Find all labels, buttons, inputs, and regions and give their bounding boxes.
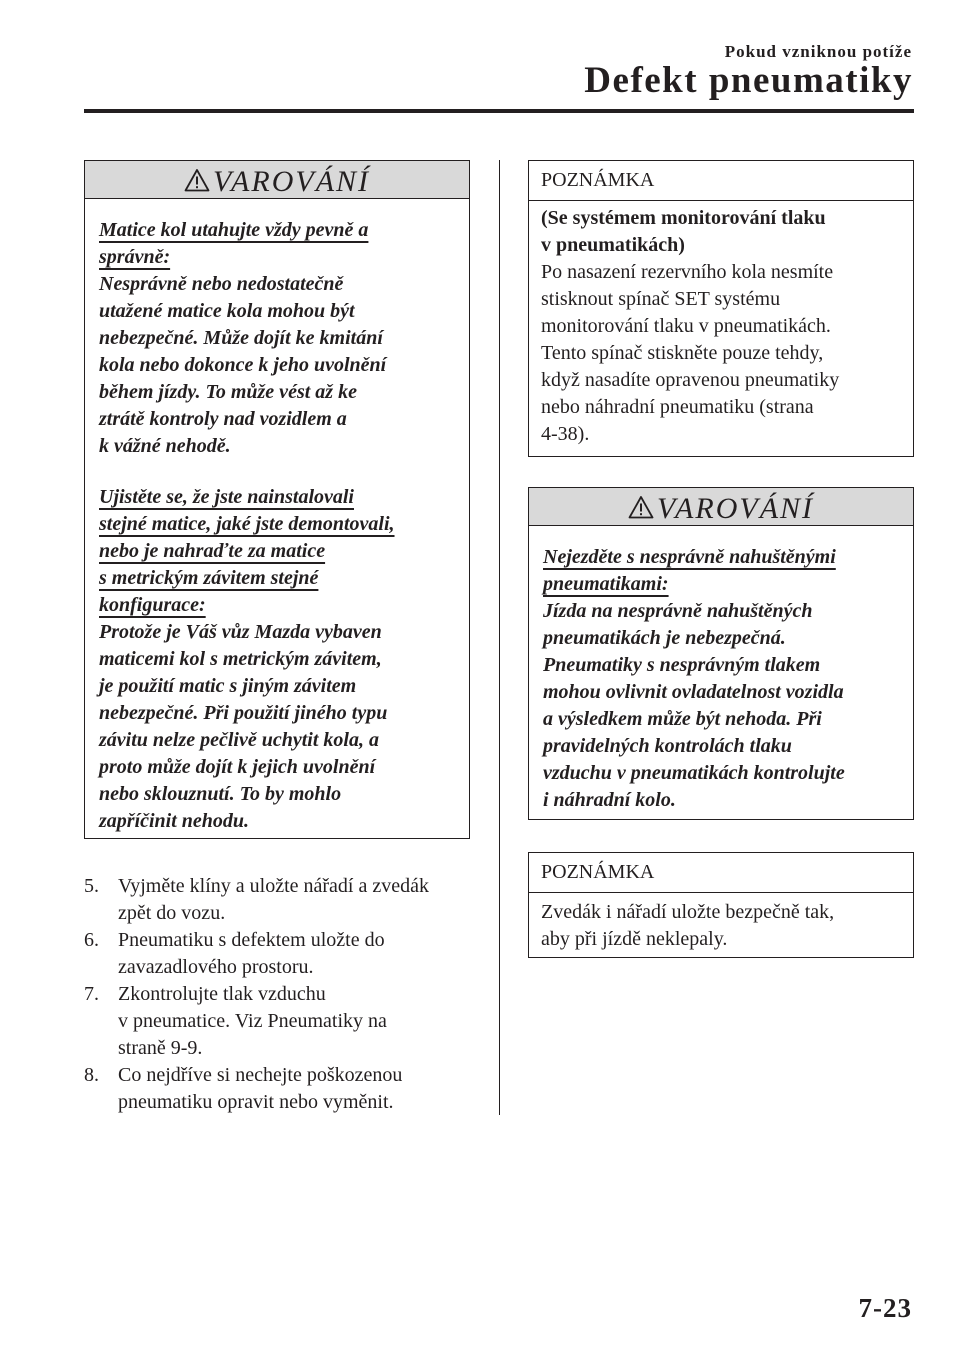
warning-text-line: Protože je Váš vůz Mazda vybaven	[99, 621, 382, 643]
warning-body	[85, 199, 469, 835]
warning-text-line: utažené matice kola mohou být	[99, 300, 355, 322]
warning-lead-line: Nejezděte s nesprávně nahuštěnými	[543, 546, 836, 568]
step-text	[118, 927, 385, 981]
page-title: Defekt pneumatiky	[584, 60, 913, 101]
warning-header	[85, 161, 469, 199]
warning-text-line: i náhradní kolo.	[543, 789, 676, 811]
warning-text-line: pravidelných kontrolách tlaku	[543, 735, 792, 757]
warning-text-line: kola nebo dokonce k jeho uvolnění	[99, 354, 387, 376]
warning-text-line: nebezpečné. Může dojít ke kmitání	[99, 327, 383, 349]
warning-lead-line: Ujistěte se, že jste nainstalovali	[99, 486, 354, 508]
warning-lead-line: s metrickým závitem stejné	[99, 567, 319, 589]
warning-lead-line: konfigurace:	[99, 594, 206, 616]
warning-triangle-icon	[628, 495, 654, 519]
list-item	[84, 873, 474, 927]
warning-lead-line: stejné matice, jaké jste demontovali,	[99, 513, 395, 535]
warning-text-line: ztrátě kontroly nad vozidlem a	[99, 408, 347, 430]
warning-body	[529, 526, 913, 814]
note-box-jack-storage	[528, 852, 914, 958]
warning-text-line: a výsledkem může být nehoda. Při	[543, 708, 822, 730]
step-text-line: Pneumatiku s defektem uložte do	[118, 929, 385, 951]
note-text-line: Po nasazení rezervního kola nesmíte	[541, 261, 834, 283]
warning-lead-line: správně:	[99, 246, 171, 268]
warning-box-wheel-nuts	[84, 160, 470, 839]
note-text-line: když nasadíte opravenou pneumatiky	[541, 369, 840, 391]
warning-text-line: je použití matic s jiným závitem	[99, 675, 357, 697]
column-divider	[499, 160, 500, 1115]
step-text-line: zpět do vozu.	[118, 902, 226, 924]
warning-text-line: zapříčinit nehodu.	[99, 810, 250, 832]
step-number: 5.	[84, 875, 99, 897]
warning-text-line: k vážné nehodě.	[99, 435, 231, 457]
list-item	[84, 1062, 474, 1116]
step-text-line: Zkontrolujte tlak vzduchu	[118, 983, 326, 1005]
note-subtitle-line: v pneumatikách)	[541, 234, 685, 256]
warning-lead-line: pneumatikami:	[543, 573, 669, 595]
warning-text-line: vzduchu v pneumatikách kontrolujte	[543, 762, 845, 784]
warning-text-line: Nesprávně nebo nedostatečně	[99, 273, 344, 295]
note-title: POZNÁMKA	[529, 161, 913, 201]
warning-text-line: proto může dojít k jejich uvolnění	[99, 756, 376, 778]
note-subtitle-line: (Se systémem monitorování tlaku	[541, 207, 826, 229]
step-text	[118, 1062, 402, 1116]
step-text-line: v pneumatice. Viz Pneumatiky na	[118, 1010, 387, 1032]
warning-title: VAROVÁNÍ	[656, 491, 815, 525]
step-text-line: zavazadlového prostoru.	[118, 956, 314, 978]
step-text	[118, 873, 429, 927]
step-text-line: Vyjměte klíny a uložte nářadí a zvedák	[118, 875, 429, 897]
warning-lead-line: Matice kol utahujte vždy pevně a	[99, 219, 369, 241]
note-title: POZNÁMKA	[529, 853, 913, 893]
warning-text-line: mohou ovlivnit ovladatelnost vozidla	[543, 681, 844, 703]
warning-text-line: závitu nelze pečlivě uchytit kola, a	[99, 729, 379, 751]
warning-text-line: během jízdy. To může vést až ke	[99, 381, 357, 403]
warning-lead-line: nebo je nahraďte za matice	[99, 540, 326, 562]
note-text-line: Zvedák i nářadí uložte bezpečně tak,	[541, 901, 835, 923]
step-text	[118, 981, 387, 1062]
note-text-line: Tento spínač stiskněte pouze tehdy,	[541, 342, 824, 364]
warning-text-line: Pneumatiky s nesprávným tlakem	[543, 654, 821, 676]
warning-text-line: maticemi kol s metrickým závitem,	[99, 648, 382, 670]
warning-text-line: Jízda na nesprávně nahuštěných	[543, 600, 813, 622]
warning-header	[529, 488, 913, 526]
steps-list	[84, 873, 474, 1116]
step-text-line: pneumatiku opravit nebo vyměnit.	[118, 1091, 394, 1113]
warning-text-line: pneumatikách je nebezpečná.	[543, 627, 786, 649]
warning-title: VAROVÁNÍ	[212, 164, 371, 198]
step-number: 7.	[84, 983, 99, 1005]
note-text-line: nebo náhradní pneumatiku (strana	[541, 396, 814, 418]
note-text-line: stisknout spínač SET systému	[541, 288, 781, 310]
step-text-line: Co nejdříve si nechejte poškozenou	[118, 1064, 403, 1086]
list-item	[84, 981, 474, 1062]
warning-text-line: nebezpečné. Při použití jiného typu	[99, 702, 388, 724]
step-number: 6.	[84, 929, 99, 951]
step-text-line: straně 9-9.	[118, 1037, 203, 1059]
warning-text-line: nebo sklouznutí. To by mohlo	[99, 783, 342, 805]
note-box-tpms	[528, 160, 914, 457]
note-text-line: aby při jízdě neklepaly.	[541, 928, 728, 950]
note-body	[529, 893, 913, 953]
list-item	[84, 927, 474, 981]
header-rule	[84, 109, 914, 113]
note-body	[529, 201, 913, 448]
note-text-line: 4-38).	[541, 423, 590, 445]
warning-box-tire-pressure	[528, 487, 914, 820]
note-text-line: monitorování tlaku v pneumatikách.	[541, 315, 831, 337]
page-number: 7-23	[858, 1293, 912, 1323]
step-number: 8.	[84, 1064, 99, 1086]
section-title: Pokud vzniknou potíže	[724, 42, 912, 61]
warning-triangle-icon	[184, 168, 210, 192]
